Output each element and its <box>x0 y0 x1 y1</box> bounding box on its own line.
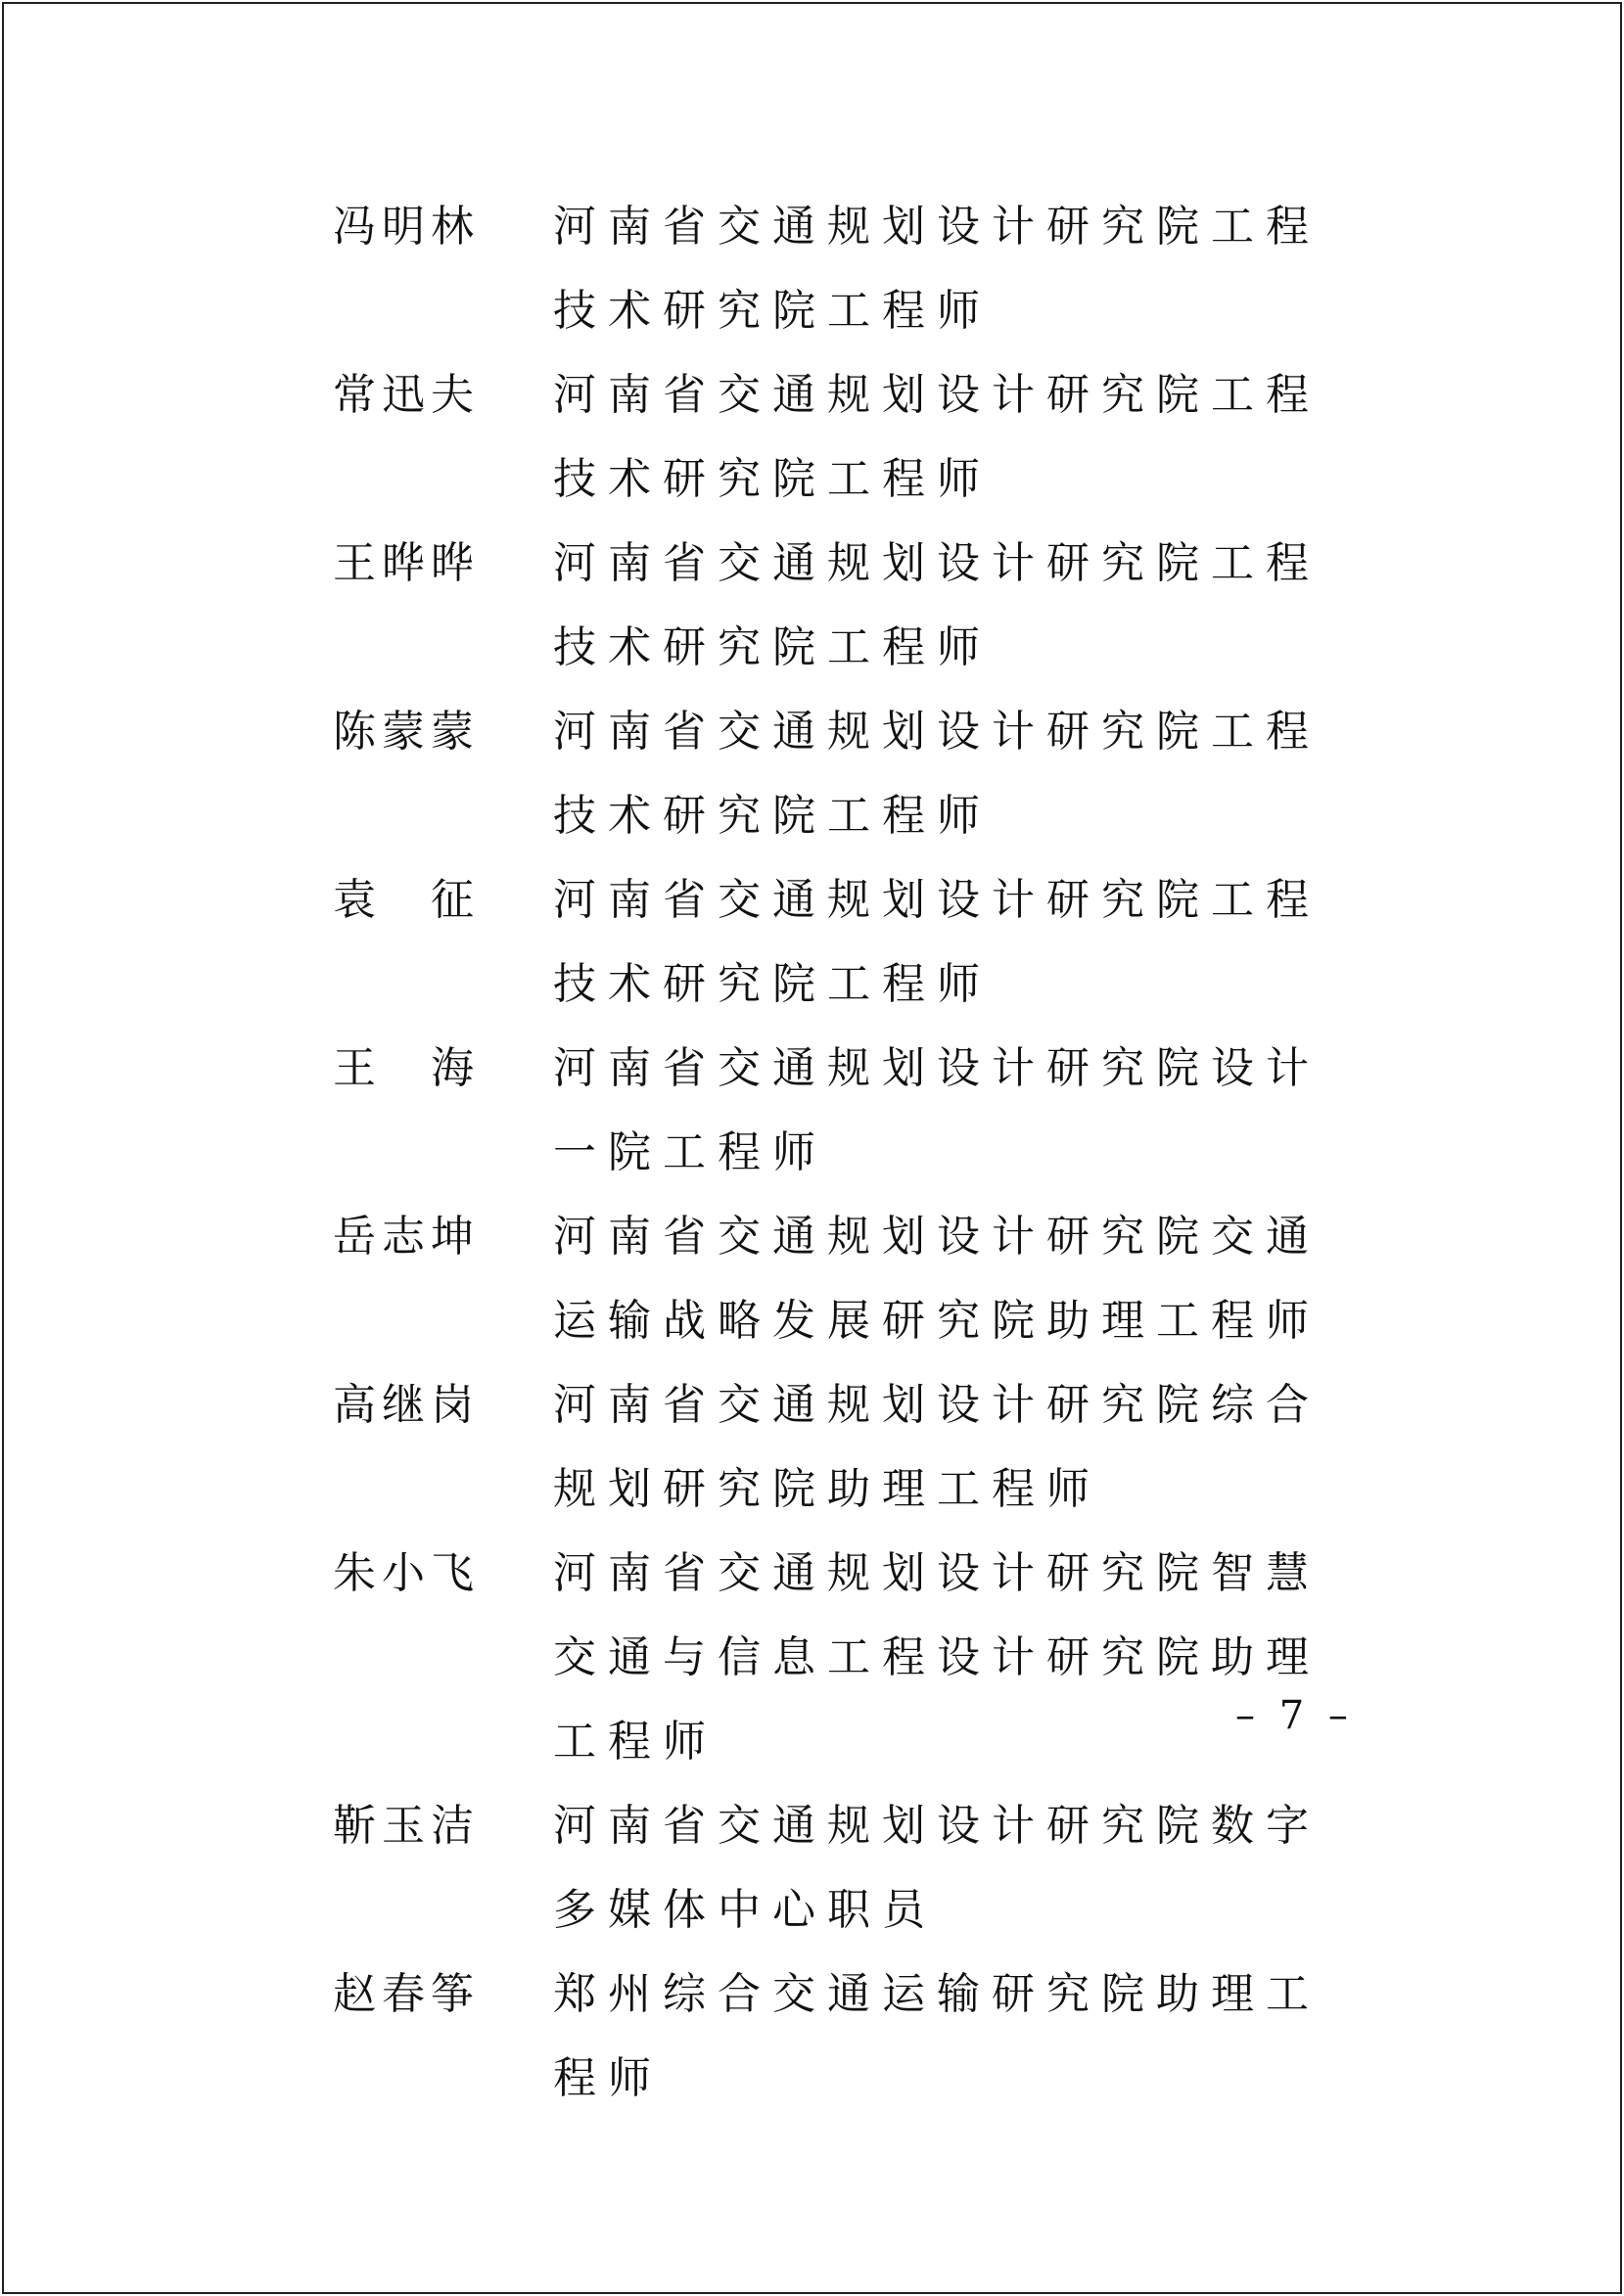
person-affiliation: 河南省交通规划设计研究院工程技术研究院工程师 <box>553 202 1321 336</box>
list-item <box>333 1363 1326 1532</box>
person-affiliation: 河南省交通规划设计研究院智慧交通与信息工程设计研究院助理工程师 <box>553 1548 1321 1767</box>
list-item <box>333 353 1326 522</box>
list-item <box>333 185 1326 353</box>
person-affiliation: 河南省交通规划设计研究院数字多媒体中心职员 <box>553 1801 1321 1935</box>
person-affiliation: 河南省交通规划设计研究院交通运输战略发展研究院助理工程师 <box>553 1212 1321 1346</box>
person-affiliation: 河南省交通规划设计研究院工程技术研究院工程师 <box>553 875 1321 1009</box>
list-item <box>333 1027 1326 1195</box>
person-name: 袁 征 <box>333 875 480 925</box>
person-name: 朱小飞 <box>333 1548 480 1598</box>
person-affiliation: 河南省交通规划设计研究院设计一院工程师 <box>553 1043 1321 1177</box>
list-item <box>333 1952 1326 2121</box>
person-name: 岳志坤 <box>333 1212 480 1262</box>
page-number: – 7 – <box>1235 1693 1354 1738</box>
list-item <box>333 1532 1326 1784</box>
person-name: 赵春筝 <box>333 1969 480 2019</box>
person-name: 王 海 <box>333 1043 480 1093</box>
list-item <box>333 1784 1326 1952</box>
person-name: 高继岗 <box>333 1380 480 1430</box>
person-name: 常迅夫 <box>333 370 480 420</box>
list-item <box>333 858 1326 1027</box>
person-affiliation: 郑州综合交通运输研究院助理工程师 <box>553 1969 1321 2103</box>
person-name: 靳玉洁 <box>333 1801 480 1851</box>
person-affiliation: 河南省交通规划设计研究院工程技术研究院工程师 <box>553 538 1321 672</box>
list-item <box>333 1195 1326 1363</box>
personnel-list <box>333 185 1326 2121</box>
person-name: 陈蒙蒙 <box>333 707 480 757</box>
person-affiliation: 河南省交通规划设计研究院工程技术研究院工程师 <box>553 370 1321 504</box>
person-name: 王晔晔 <box>333 538 480 588</box>
list-item <box>333 522 1326 690</box>
person-name: 冯明林 <box>333 202 480 252</box>
list-item <box>333 690 1326 858</box>
person-affiliation: 河南省交通规划设计研究院综合规划研究院助理工程师 <box>553 1380 1321 1514</box>
person-affiliation: 河南省交通规划设计研究院工程技术研究院工程师 <box>553 707 1321 841</box>
